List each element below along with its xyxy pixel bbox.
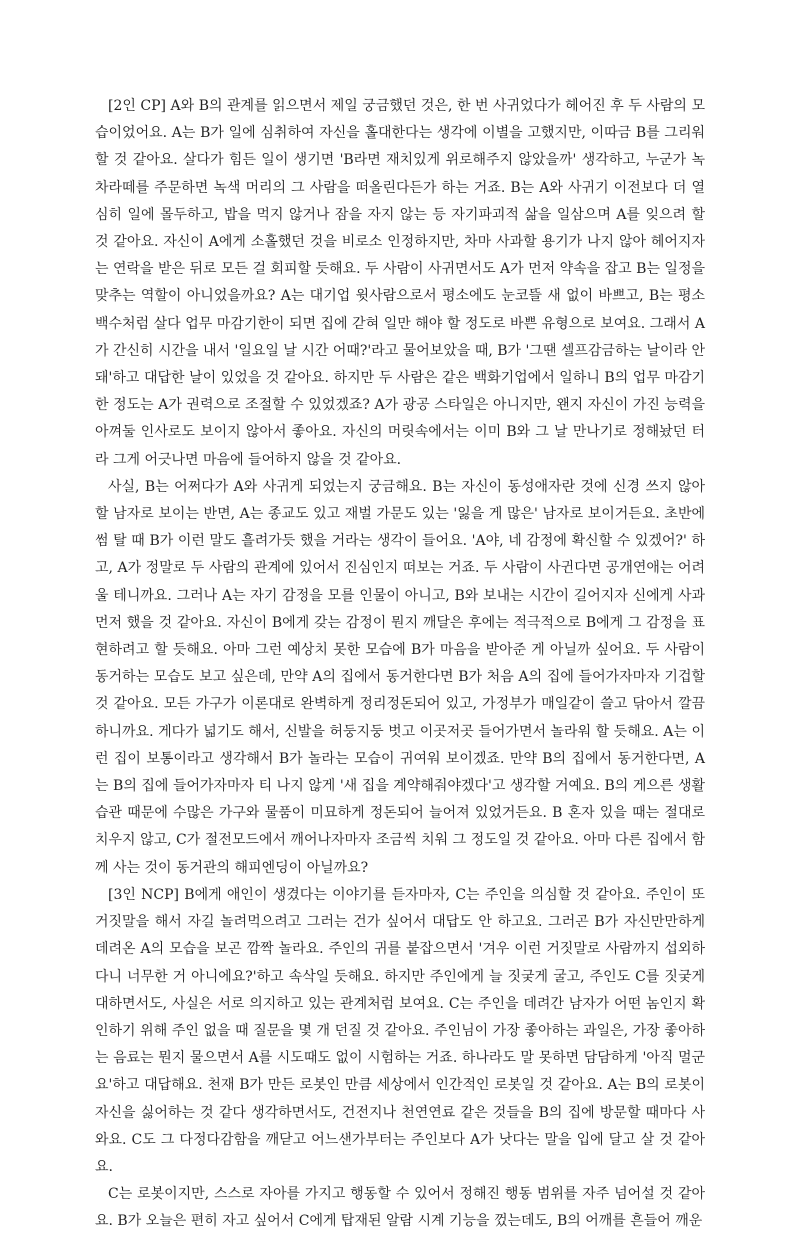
- paragraph-3p-ncp: [3인 NCP] B에게 애인이 생겼다는 이야기를 듣자마자, C는 주인을 의심할 것 같아요. 주인이 또 거짓말을 해서 자길 놀려먹으려고 그러는 건가 싶어서 대답도 안 하고요. 그러곤 B가 자신만만하게 데려온 A의 모습을 보곤 깜짝 놀라요. 주인의 귀를 붙잡으면서 '겨우 이런 거짓말로 사람까지 섭외하다니 너무한 거 아니에요?'하고 속삭일 듯해요. 하지만 주인에게 늘 짓궂게 굴고, 주인도 C를 짓궂게 대하면서도, 사실은 서로 의지하고 있는 관계처럼 보여요. C는 주인을 데려간 남자가 어떤 놈인지 확인하기 위해 주인 없을 때 질문을 몇 개 던질 것 같아요. 주인님이 가장 좋아하는 과일은, 가장 좋아하는 음료는 뭔지 물으면서 A를 시도때도 없이 시험하는 거죠. 하나라도 말 못하면 담담하게 '아직 멀군요'하고 대답해요. 천재 B가 만든 로봇인 만큼 세상에서 인간적인 로봇일 것 같아요. A는 B의 로봇이 자신을 싫어하는 것 같다 생각하면서도, 건전지나 천연연료 같은 것들을 B의 집에 방문할 때마다 사와요. C도 그 다정다감함을 깨닫고 어느샌가부터는 주인보다 A가 낫다는 말을 입에 달고 살 것 같아요.: [95, 886, 705, 1175]
- paragraph-robot-c: C는 로봇이지만, 스스로 자아를 가지고 행동할 수 있어서 정해진 행동 범위를 자주 넘어설 것 같아요. B가 오늘은 편히 자고 싶어서 C에게 탑재된 알람 시계 기능을 껐는데도, B의 어깨를 흔들어 깨운: [95, 1186, 705, 1230]
- paragraph-cohabitation: 사실, B는 어쩌다가 A와 사귀게 되었는지 궁금해요. B는 자신이 동성애자란 것에 신경 쓰지 않아할 남자로 보이는 반면, A는 종교도 있고 재벌 가문도 있는 '잃을 게 많은' 남자로 보이거든요. 초반에 썸 탈 때 B가 이런 말도 흘려가듯 했을 거라는 생각이 들어요. 'A야, 네 감정에 확신할 수 있겠어?' 하고, A가 정말로 두 사람의 관계에 있어서 진심인지 떠보는 거죠. 두 사람이 사귄다면 공개연애는 어려울 테니까요. 그러나 A는 자기 감정을 모를 인물이 아니고, B와 보내는 시간이 길어지자 신에게 사과 먼저 했을 것 같아요. 자신이 B에게 갖는 감정이 뭔지 깨달은 후에는 적극적으로 B에게 그 감정을 표현하려고 할 듯해요. 아마 그런 예상치 못한 모습에 B가 마음을 받아준 게 아닐까 싶어요. 두 사람이 동거하는 모습도 보고 싶은데, 만약 A의 집에서 동거한다면 B가 처음 A의 집에 들어가자마자 기겁할 것 같아요. 모든 가구가 이론대로 완벽하게 정리정돈되어 있고, 가정부가 매일같이 쓸고 닦아서 깔끔하니까요. 게다가 넓기도 해서, 신발을 허둥지둥 벗고 이곳저곳 들어가면서 놀라워 할 듯해요. A는 이런 집이 보통이라고 생각해서 B가 놀라는 모습이 귀여워 보이겠죠. 만약 B의 집에서 동거한다면, A는 B의 집에 들어가자마자 티 나지 않게 '새 집을 계약해줘야겠다'고 생각할 거예요. B의 게으른 생활습관 때문에 수많은 가구와 물품이 미묘하게 정돈되어 늘어져 있었거든요. B 혼자 있을 때는 절대로 치우지 않고, C가 절전모드에서 깨어나자마자 조금씩 치워 그 정도일 것 같아요. 아마 다른 집에서 함께 사는 것이 동거관의 해피엔딩이 아닐까요?: [95, 478, 705, 876]
- paragraph-2p-cp: [2인 CP] A와 B의 관계를 읽으면서 제일 궁금했던 것은, 한 번 사귀었다가 헤어진 후 두 사람의 모습이었어요. A는 B가 일에 심취하여 자신을 홀대한다는 생각에 이별을 고했지만, 이따금 B를 그리워할 것 같아요. 살다가 힘든 일이 생기면 'B라면 재치있게 위로해주지 않았을까' 생각하고, 누군가 녹차라떼를 주문하면 녹색 머리의 그 사람을 떠올린다든가 하는 거죠. B는 A와 사귀기 이전보다 더 열심히 일에 몰두하고, 밥을 먹지 않거나 잠을 자지 않는 등 자기파괴적 삶을 일삼으며 A를 잊으려 할 것 같아요. 자신이 A에게 소홀했던 것을 비로소 인정하지만, 차마 사과할 용기가 나지 않아 헤어지자는 연락을 받은 뒤로 모든 걸 회피할 듯해요. 두 사람이 사귀면서도 A가 먼저 약속을 잡고 B는 일정을 맞추는 역할이 아니었을까요? A는 대기업 윗사람으로서 평소에도 눈코뜰 새 없이 바쁘고, B는 평소 백수처럼 살다 업무 마감기한이 되면 집에 갇혀 일만 해야 할 정도로 바쁜 유형으로 보여요. 그래서 A가 간신히 시간을 내서 '일요일 날 시간 어때?'라고 물어보았을 때, B가 '그땐 셀프감금하는 날이라 안 돼'하고 대답한 날이 있었을 것 같아요. 하지만 두 사람은 같은 백화기업에서 일하니 B의 업무 마감기한 정도는 A가 권력으로 조절할 수 있었겠죠? A가 광공 스타일은 아니지만, 왠지 자신이 가진 능력을 아껴둘 인사로도 보이지 않아서 좋아요. 자신의 머릿속에서는 이미 B와 그 날 만나기로 정해놨던 터라 그게 어긋나면 마음에 들어하지 않을 것 같아요.: [95, 98, 706, 468]
- document-body: [95, 93, 705, 1236]
